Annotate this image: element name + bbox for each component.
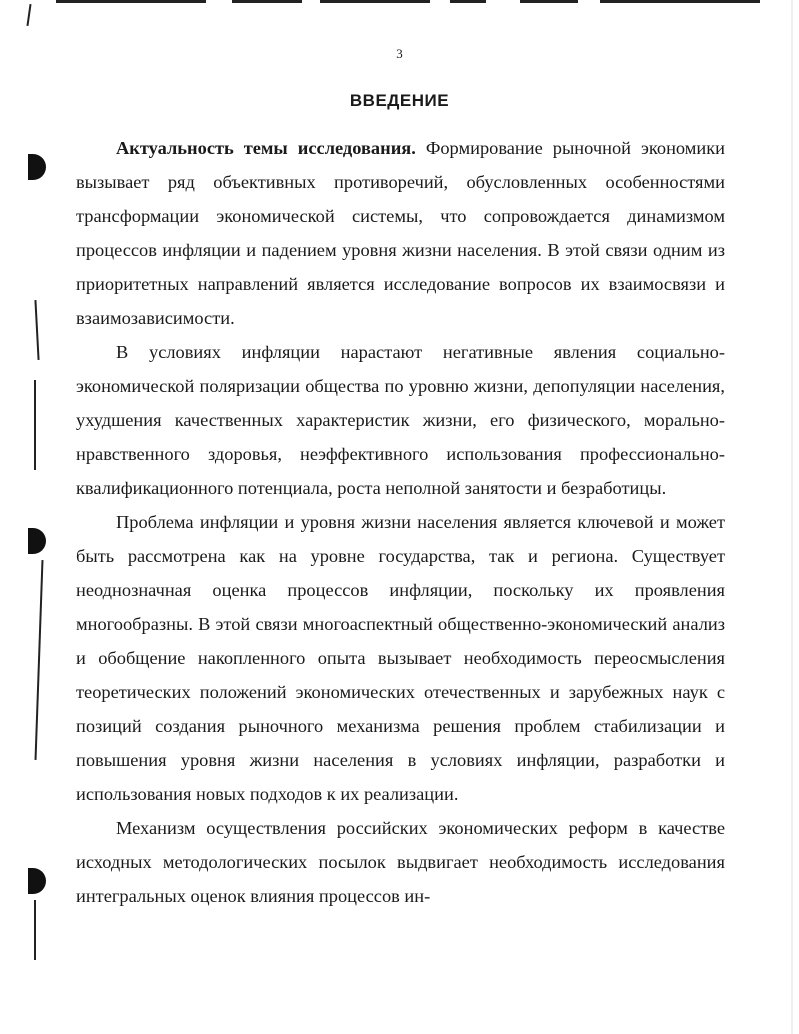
paragraph: В условиях инфляции нарастают негативные явления социально-экономической поляризации общества по уровню жизни, депопуляции населения, ухудшения качественных характеристик жизни, его физического, морально-нравственного здоровья, неэффективного использования профессионально-квалификационного потенциала, роста неполной занятости и безработицы. <box>76 342 725 498</box>
paragraph: Проблема инфляции и уровня жизни населения является ключевой и может быть рассмотрена как на уровне государства, так и региона. Существует неоднозначная оценка процессов инфляции, поскольку их проявления многообразны. В этой связи многоаспектный общественно-экономический анализ и обобщение накопленного опыта вызывает необходимость переосмысления теоретических положений экономических отечественных и зарубежных наук с позиций создания рыночного механизма решения проблем стабилизации и повышения уровня жизни населения в условиях инфляции, разработки и использования новых подходов к их реализации. <box>76 512 725 804</box>
scan-top-edge <box>0 0 799 4</box>
scan-left-edge <box>35 560 44 760</box>
paragraph: Механизм осуществления российских экономических реформ в качестве исходных методологических посылок выдвигает необходимость исследования интегральных оценок влияния процессов ин- <box>76 818 725 906</box>
binder-hole <box>28 154 46 180</box>
page-number: 3 <box>396 46 403 61</box>
scan-left-edge <box>34 900 36 960</box>
paragraph-text: Формирование рыночной экономики вызывает ряд объективных противоречий, обусловленных особенностями трансформации экономической системы, что сопровождается динамизмом процессов инфляции и падением уровня жизни населения. В этой связи одним из приоритетных направлений является исследование вопросов их взаимосвязи и взаимозависимости. <box>76 138 726 328</box>
scan-right-edge <box>791 0 793 1034</box>
paragraph-lead: Актуальность темы исследования. <box>116 138 416 158</box>
section-heading: ВВЕДЕНИЕ <box>349 91 450 110</box>
scan-left-edge <box>34 300 39 360</box>
paragraph <box>76 131 725 335</box>
binder-hole <box>28 868 46 894</box>
scan-corner-mark <box>26 4 31 26</box>
body-text <box>76 131 725 913</box>
scan-left-edge <box>34 380 36 470</box>
binder-hole <box>28 528 46 554</box>
